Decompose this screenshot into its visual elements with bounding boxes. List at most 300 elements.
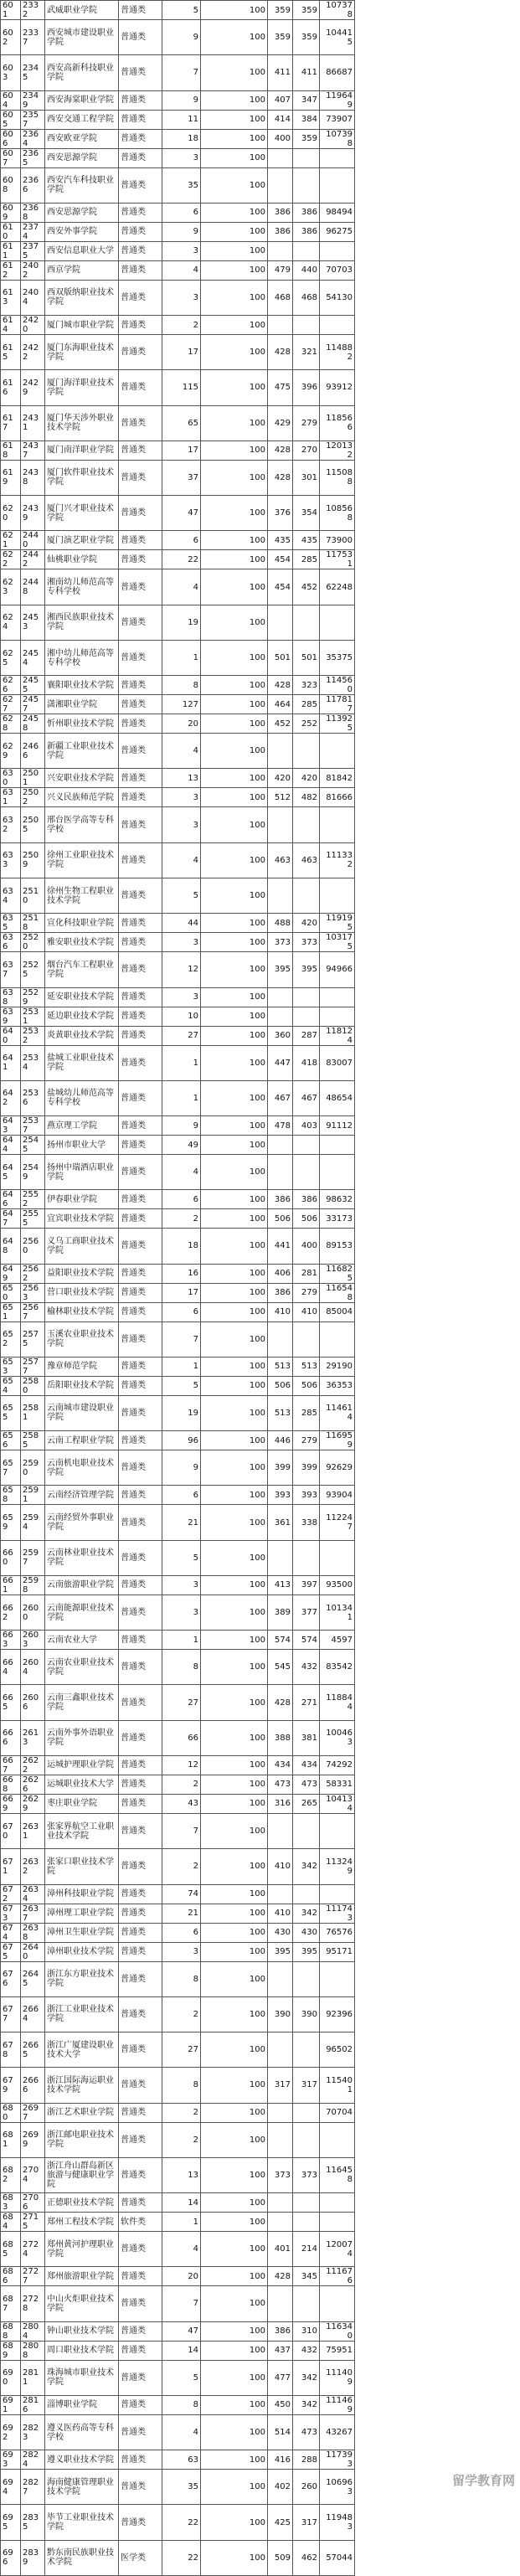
min-score-cell: 386 <box>293 1190 320 1209</box>
school-name-cell: 徐州生物工程职业技术学院 <box>45 878 119 913</box>
school-name-cell: 厦门海洋职业技术学院 <box>45 370 119 405</box>
category-cell: 普通类 <box>119 20 162 55</box>
plan-count-cell: 47 <box>162 2321 201 2341</box>
plan-count-cell: 1 <box>162 1045 201 1080</box>
min-score-cell: 403 <box>293 1116 320 1136</box>
max-score-cell: 473 <box>268 1775 293 1794</box>
full-score-cell: 100 <box>201 1155 268 1190</box>
min-score-cell <box>293 2103 320 2122</box>
school-name-cell: 正德职业技术学院 <box>45 2193 119 2213</box>
school-code-cell: 2823 <box>21 2414 45 2450</box>
school-code-cell: 2704 <box>21 2157 45 2192</box>
row-index-cell: 639 <box>1 1007 21 1026</box>
table-row <box>1 1904 355 1923</box>
plan-count-cell: 115 <box>162 370 201 405</box>
min-rank-cell: 93904 <box>320 1486 355 1505</box>
min-rank-cell <box>320 1007 355 1026</box>
row-index-cell: 640 <box>1 1026 21 1045</box>
table-row <box>1 1190 355 1209</box>
plan-count-cell: 9 <box>162 1116 201 1136</box>
school-code-cell: 2804 <box>21 2321 45 2341</box>
min-rank-cell <box>320 2213 355 2232</box>
max-score-cell: 435 <box>268 531 293 550</box>
table-row <box>1 1155 355 1190</box>
min-score-cell: 384 <box>293 110 320 129</box>
school-code-cell: 2365 <box>21 148 45 167</box>
max-score-cell: 388 <box>268 1720 293 1755</box>
min-score-cell: 393 <box>293 1486 320 1505</box>
min-rank-cell: 92396 <box>320 1996 355 2032</box>
school-code-cell: 2458 <box>21 714 45 734</box>
row-index-cell: 611 <box>1 241 21 260</box>
min-score-cell: 342 <box>293 2395 320 2414</box>
row-index-cell: 686 <box>1 2267 21 2286</box>
table-row <box>1 280 355 315</box>
table-row <box>1 1045 355 1080</box>
category-cell: 普通类 <box>119 933 162 952</box>
row-index-cell: 623 <box>1 569 21 605</box>
school-code-cell: 2510 <box>21 878 45 913</box>
school-code-cell: 2603 <box>21 1631 45 1650</box>
school-code-cell: 2816 <box>21 2395 45 2414</box>
min-rank-cell: 104415 <box>320 20 355 55</box>
plan-count-cell: 9 <box>162 90 201 110</box>
full-score-cell: 100 <box>201 734 268 769</box>
max-score-cell: 390 <box>268 1996 293 2032</box>
plan-count-cell: 13 <box>162 2157 201 2192</box>
plan-count-cell: 22 <box>162 550 201 569</box>
plan-count-cell: 21 <box>162 1505 201 1540</box>
min-score-cell: 467 <box>293 1080 320 1115</box>
school-name-cell: 漳州职业技术学院 <box>45 1942 119 1961</box>
max-score-cell: 477 <box>268 2360 293 2395</box>
min-score-cell <box>293 148 320 167</box>
school-code-cell: 2727 <box>21 2267 45 2286</box>
table-row <box>1 260 355 280</box>
full-score-cell: 100 <box>201 1190 268 1209</box>
min-score-cell: 281 <box>293 1264 320 1283</box>
row-index-cell: 674 <box>1 1923 21 1942</box>
max-score-cell: 402 <box>268 2470 293 2505</box>
row-index-cell: 626 <box>1 676 21 695</box>
school-code-cell: 2520 <box>21 933 45 952</box>
full-score-cell: 100 <box>201 241 268 260</box>
school-code-cell: 2422 <box>21 335 45 370</box>
plan-count-cell: 1 <box>162 640 201 675</box>
min-score-cell <box>293 1884 320 1904</box>
category-cell: 普通类 <box>119 148 162 167</box>
table-row <box>1 1302 355 1321</box>
min-score-cell: 430 <box>293 1923 320 1942</box>
category-cell: 普通类 <box>119 460 162 495</box>
full-score-cell: 100 <box>201 1302 268 1321</box>
row-index-cell: 622 <box>1 550 21 569</box>
school-name-cell: 漳州卫生职业学院 <box>45 1923 119 1942</box>
school-code-cell: 2638 <box>21 1923 45 1942</box>
row-index-cell: 628 <box>1 714 21 734</box>
school-code-cell: 2440 <box>21 531 45 550</box>
school-code-cell: 2835 <box>21 2505 45 2540</box>
min-rank-cell <box>320 1961 355 1996</box>
table-row <box>1 1116 355 1136</box>
min-rank-cell: 111332 <box>320 842 355 878</box>
row-index-cell: 687 <box>1 2286 21 2321</box>
min-score-cell: 473 <box>293 2414 320 2450</box>
school-name-cell: 扬州中瑞酒店职业学院 <box>45 1155 119 1190</box>
min-rank-cell: 118124 <box>320 1026 355 1045</box>
max-score-cell: 410 <box>268 1849 293 1884</box>
table-row <box>1 241 355 260</box>
school-code-cell: 2827 <box>21 2470 45 2505</box>
row-index-cell: 631 <box>1 788 21 807</box>
plan-count-cell: 2 <box>162 1849 201 1884</box>
plan-count-cell: 3 <box>162 1595 201 1630</box>
row-index-cell: 695 <box>1 2505 21 2540</box>
table-row <box>1 1685 355 1720</box>
school-name-cell: 榆林职业技术学院 <box>45 1302 119 1321</box>
school-name-cell: 枣庄职业学院 <box>45 1794 119 1813</box>
min-score-cell: 373 <box>293 2157 320 2192</box>
full-score-cell: 100 <box>201 1136 268 1155</box>
row-index-cell: 670 <box>1 1813 21 1848</box>
full-score-cell: 100 <box>201 20 268 55</box>
plan-count-cell: 10 <box>162 1007 201 1026</box>
table-row <box>1 842 355 878</box>
max-score-cell: 386 <box>268 1283 293 1302</box>
category-cell: 普通类 <box>119 987 162 1007</box>
school-name-cell: 西安思源学院 <box>45 203 119 222</box>
min-rank-cell: 113925 <box>320 714 355 734</box>
min-rank-cell: 115401 <box>320 2068 355 2103</box>
school-name-cell: 厦门城市职业学院 <box>45 316 119 335</box>
plan-count-cell: 3 <box>162 241 201 260</box>
category-cell: 普通类 <box>119 1486 162 1505</box>
school-code-cell: 2368 <box>21 203 45 222</box>
row-index-cell: 616 <box>1 370 21 405</box>
plan-count-cell: 4 <box>162 569 201 605</box>
school-name-cell: 延安职业技术学院 <box>45 987 119 1007</box>
plan-count-cell: 65 <box>162 405 201 440</box>
school-name-cell: 伊春职业学院 <box>45 1190 119 1209</box>
full-score-cell: 100 <box>201 695 268 714</box>
min-score-cell: 317 <box>293 2068 320 2103</box>
school-code-cell: 2454 <box>21 640 45 675</box>
min-score-cell: 285 <box>293 695 320 714</box>
table-row <box>1 769 355 788</box>
min-rank-cell: 43267 <box>320 2414 355 2450</box>
full-score-cell: 100 <box>201 2505 268 2540</box>
category-cell: 普通类 <box>119 2103 162 2122</box>
min-rank-cell <box>320 1813 355 1848</box>
max-score-cell: 376 <box>268 496 293 531</box>
min-rank-cell: 54130 <box>320 280 355 315</box>
school-code-cell: 2501 <box>21 769 45 788</box>
school-code-cell: 2839 <box>21 2540 45 2575</box>
table-row <box>1 714 355 734</box>
min-rank-cell: 116340 <box>320 2321 355 2341</box>
min-rank-cell: 33173 <box>320 1209 355 1229</box>
plan-count-cell: 18 <box>162 1229 201 1264</box>
min-score-cell: 347 <box>293 90 320 110</box>
max-score-cell <box>268 2193 293 2213</box>
max-score-cell: 479 <box>268 260 293 280</box>
min-score-cell: 342 <box>293 2360 320 2395</box>
school-name-cell: 珠海城市职业技术学院 <box>45 2360 119 2395</box>
school-name-cell: 西安汽车科技职业学院 <box>45 167 119 203</box>
row-index-cell: 668 <box>1 1775 21 1794</box>
school-name-cell: 遵义医药高等专科学校 <box>45 2414 119 2450</box>
full-score-cell: 100 <box>201 1961 268 1996</box>
full-score-cell: 100 <box>201 1775 268 1794</box>
table-row <box>1 1996 355 2032</box>
full-score-cell: 100 <box>201 280 268 315</box>
min-score-cell: 354 <box>293 496 320 531</box>
category-cell: 普通类 <box>119 405 162 440</box>
table-row <box>1 1080 355 1115</box>
school-code-cell: 2349 <box>21 90 45 110</box>
school-name-cell: 西双版纳职业技术学院 <box>45 280 119 315</box>
table-row <box>1 222 355 241</box>
max-score-cell <box>268 2213 293 2232</box>
category-cell: 软件类 <box>119 2213 162 2232</box>
plan-count-cell: 4 <box>162 1155 201 1190</box>
table-row <box>1 1007 355 1026</box>
max-score-cell: 410 <box>268 1302 293 1321</box>
min-rank-cell: 111676 <box>320 2267 355 2286</box>
table-row <box>1 1961 355 1996</box>
table-row <box>1 203 355 222</box>
row-index-cell: 632 <box>1 807 21 842</box>
plan-count-cell: 74 <box>162 1884 201 1904</box>
school-name-cell: 张家口职业技术学院 <box>45 1849 119 1884</box>
min-score-cell <box>293 1813 320 1848</box>
row-index-cell: 614 <box>1 316 21 335</box>
row-index-cell: 689 <box>1 2341 21 2360</box>
school-name-cell: 义乌工商职业技术学院 <box>45 1229 119 1264</box>
full-score-cell: 100 <box>201 370 268 405</box>
max-score-cell <box>268 807 293 842</box>
min-score-cell: 386 <box>293 222 320 241</box>
category-cell: 普通类 <box>119 110 162 129</box>
full-score-cell: 100 <box>201 569 268 605</box>
school-name-cell: 兴义民族师范学院 <box>45 788 119 807</box>
table-row <box>1 2341 355 2360</box>
school-code-cell: 2560 <box>21 1229 45 1264</box>
plan-count-cell: 22 <box>162 2505 201 2540</box>
table-row <box>1 788 355 807</box>
max-score-cell: 464 <box>268 695 293 714</box>
school-name-cell: 燕京理工学院 <box>45 1116 119 1136</box>
min-rank-cell: 29190 <box>320 1357 355 1376</box>
table-row <box>1 440 355 460</box>
plan-count-cell: 19 <box>162 605 201 640</box>
min-score-cell: 452 <box>293 569 320 605</box>
table-row <box>1 2360 355 2395</box>
table-row <box>1 952 355 987</box>
school-code-cell: 2600 <box>21 1595 45 1630</box>
min-rank-cell: 117393 <box>320 2450 355 2470</box>
school-code-cell: 2728 <box>21 2286 45 2321</box>
min-rank-cell: 115088 <box>320 460 355 495</box>
max-score-cell: 395 <box>268 1942 293 1961</box>
plan-count-cell: 3 <box>162 1942 201 1961</box>
school-code-cell: 2581 <box>21 1395 45 1430</box>
min-rank-cell: 101341 <box>320 1595 355 1630</box>
full-score-cell: 100 <box>201 914 268 933</box>
school-code-cell: 2697 <box>21 2103 45 2122</box>
plan-count-cell: 13 <box>162 769 201 788</box>
max-score-cell <box>268 167 293 203</box>
full-score-cell: 100 <box>201 2267 268 2286</box>
max-score-cell: 416 <box>268 2450 293 2470</box>
row-index-cell: 609 <box>1 203 21 222</box>
school-code-cell: 2622 <box>21 1755 45 1775</box>
min-score-cell: 285 <box>293 550 320 569</box>
row-index-cell: 660 <box>1 1540 21 1575</box>
row-index-cell: 673 <box>1 1904 21 1923</box>
school-code-cell: 2808 <box>21 2341 45 2360</box>
full-score-cell: 100 <box>201 1849 268 1884</box>
row-index-cell: 669 <box>1 1794 21 1813</box>
school-name-cell: 张家界航空工业职业技术学院 <box>45 1813 119 1848</box>
school-code-cell: 2357 <box>21 110 45 129</box>
min-rank-cell: 118566 <box>320 405 355 440</box>
category-cell: 普通类 <box>119 55 162 90</box>
max-score-cell: 410 <box>268 1904 293 1923</box>
max-score-cell: 360 <box>268 1026 293 1045</box>
min-rank-cell: 81666 <box>320 788 355 807</box>
min-rank-cell: 117531 <box>320 550 355 569</box>
school-name-cell: 炎黄职业技术学院 <box>45 1026 119 1045</box>
max-score-cell <box>268 1540 293 1575</box>
plan-count-cell: 7 <box>162 55 201 90</box>
row-index-cell: 683 <box>1 2193 21 2213</box>
category-cell: 普通类 <box>119 1813 162 1848</box>
plan-count-cell: 11 <box>162 110 201 129</box>
min-score-cell <box>293 2032 320 2068</box>
school-code-cell: 2626 <box>21 1775 45 1794</box>
min-score-cell: 434 <box>293 1755 320 1775</box>
table-row <box>1 2122 355 2157</box>
school-name-cell: 雅安职业技术学院 <box>45 933 119 952</box>
category-cell: 普通类 <box>119 129 162 148</box>
min-rank-cell: 74292 <box>320 1755 355 1775</box>
max-score-cell: 389 <box>268 1595 293 1630</box>
school-code-cell: 2455 <box>21 676 45 695</box>
max-score-cell: 386 <box>268 2321 293 2341</box>
school-name-cell: 西安欧亚学院 <box>45 129 119 148</box>
full-score-cell: 100 <box>201 1884 268 1904</box>
full-score-cell: 100 <box>201 90 268 110</box>
max-score-cell: 468 <box>268 280 293 315</box>
school-code-cell: 2442 <box>21 550 45 569</box>
max-score-cell: 428 <box>268 335 293 370</box>
min-rank-cell <box>320 148 355 167</box>
plan-count-cell: 5 <box>162 1 201 20</box>
school-name-cell: 云南三鑫职业技术学院 <box>45 1685 119 1720</box>
plan-count-cell: 37 <box>162 460 201 495</box>
full-score-cell: 100 <box>201 807 268 842</box>
category-cell: 普通类 <box>119 1505 162 1540</box>
category-cell: 普通类 <box>119 1685 162 1720</box>
full-score-cell: 100 <box>201 1376 268 1395</box>
plan-count-cell: 6 <box>162 1486 201 1505</box>
min-rank-cell: 76576 <box>320 1923 355 1942</box>
min-rank-cell <box>320 167 355 203</box>
full-score-cell: 100 <box>201 1 268 20</box>
row-index-cell: 645 <box>1 1155 21 1190</box>
row-index-cell: 671 <box>1 1849 21 1884</box>
row-index-cell: 684 <box>1 2213 21 2232</box>
full-score-cell: 100 <box>201 167 268 203</box>
min-score-cell: 279 <box>293 1431 320 1450</box>
min-score-cell: 473 <box>293 1775 320 1794</box>
school-code-cell: 2332 <box>21 1 45 20</box>
min-rank-cell <box>320 734 355 769</box>
school-name-cell: 厦门南洋职业学院 <box>45 440 119 460</box>
full-score-cell: 100 <box>201 952 268 987</box>
max-score-cell <box>268 1136 293 1155</box>
max-score-cell: 514 <box>268 2414 293 2450</box>
school-code-cell: 2552 <box>21 1190 45 1209</box>
school-name-cell: 西安交通工程学院 <box>45 110 119 129</box>
table-row <box>1 1540 355 1575</box>
min-rank-cell: 93912 <box>320 370 355 405</box>
school-code-cell: 2431 <box>21 405 45 440</box>
school-code-cell: 2580 <box>21 1376 45 1395</box>
min-score-cell <box>293 1155 320 1190</box>
min-rank-cell: 83542 <box>320 1650 355 1685</box>
row-index-cell: 662 <box>1 1595 21 1630</box>
min-rank-cell: 48654 <box>320 1080 355 1115</box>
table-row <box>1 316 355 335</box>
max-score-cell: 425 <box>268 2505 293 2540</box>
table-row <box>1 2470 355 2505</box>
category-cell: 普通类 <box>119 734 162 769</box>
min-rank-cell: 120074 <box>320 2232 355 2267</box>
table-row <box>1 569 355 605</box>
max-score-cell: 407 <box>268 90 293 110</box>
row-index-cell: 692 <box>1 2414 21 2450</box>
category-cell: 普通类 <box>119 1155 162 1190</box>
school-name-cell: 云南林业职业技术学院 <box>45 1540 119 1575</box>
row-index-cell: 624 <box>1 605 21 640</box>
school-name-cell: 潇湘职业学院 <box>45 695 119 714</box>
plan-count-cell: 1 <box>162 2213 201 2232</box>
row-index-cell: 652 <box>1 1321 21 1357</box>
plan-count-cell: 6 <box>162 531 201 550</box>
school-code-cell: 2404 <box>21 280 45 315</box>
min-rank-cell: 106963 <box>320 2470 355 2505</box>
school-name-cell: 兴安职业技术学院 <box>45 769 119 788</box>
plan-count-cell: 8 <box>162 2068 201 2103</box>
max-score-cell: 506 <box>268 1209 293 1229</box>
min-score-cell: 310 <box>293 2321 320 2341</box>
school-code-cell: 2594 <box>21 1505 45 1540</box>
max-score-cell: 428 <box>268 440 293 460</box>
max-score-cell: 428 <box>268 460 293 495</box>
min-rank-cell: 83007 <box>320 1045 355 1080</box>
category-cell: 普通类 <box>119 1395 162 1430</box>
min-rank-cell <box>320 987 355 1007</box>
min-score-cell: 506 <box>293 1209 320 1229</box>
full-score-cell: 100 <box>201 676 268 695</box>
min-rank-cell: 114614 <box>320 1395 355 1430</box>
category-cell: 普通类 <box>119 878 162 913</box>
school-name-cell: 厦门华天涉外职业技术学院 <box>45 405 119 440</box>
full-score-cell: 100 <box>201 2232 268 2267</box>
row-index-cell: 636 <box>1 933 21 952</box>
